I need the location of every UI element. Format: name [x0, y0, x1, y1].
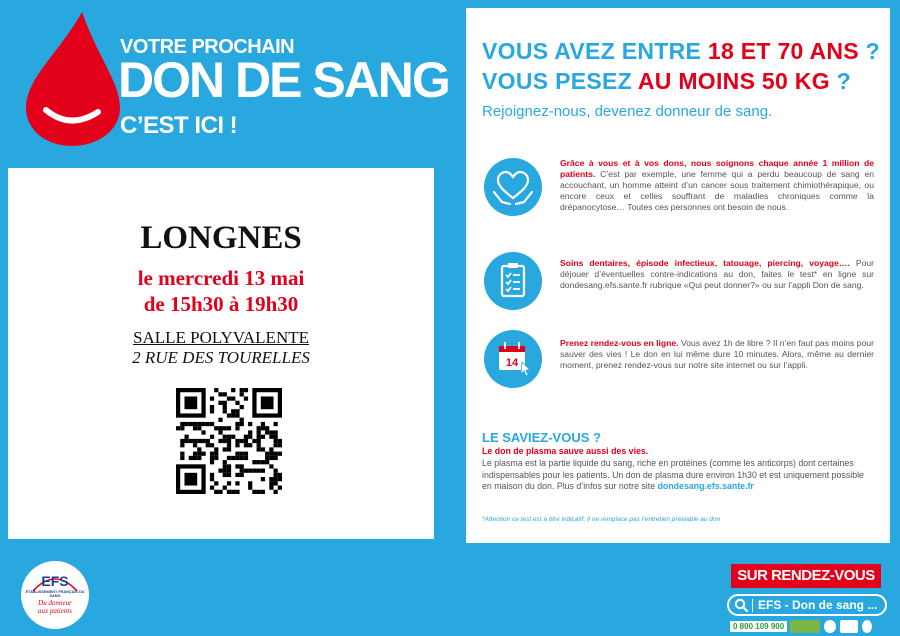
qr-module — [274, 481, 278, 485]
qr-module — [227, 443, 231, 447]
qr-module — [248, 435, 252, 439]
event-date: le mercredi 13 mai — [137, 266, 305, 290]
qr-module — [223, 486, 227, 490]
qr-module — [193, 443, 197, 447]
qr-module — [269, 481, 273, 485]
age-question-prefix: VOUS AVEZ ENTRE — [482, 38, 708, 64]
qr-module — [240, 452, 244, 456]
qr-module — [218, 490, 222, 494]
header-title: DON DE SANG — [118, 52, 449, 108]
qr-module — [265, 460, 269, 464]
qr-module — [235, 473, 239, 477]
qr-module — [176, 426, 180, 430]
weight-question — [482, 68, 851, 95]
qr-module — [235, 426, 239, 430]
qr-module — [244, 443, 248, 447]
qr-module — [180, 426, 184, 430]
qr-module — [261, 447, 265, 451]
qr-module — [235, 481, 239, 485]
qr-module — [269, 486, 273, 490]
qr-module — [227, 439, 231, 443]
qr-module — [218, 439, 222, 443]
qr-module — [235, 456, 239, 460]
search-icon — [734, 598, 748, 612]
qr-module — [274, 435, 278, 439]
qr-module — [269, 447, 273, 451]
qr-module — [240, 418, 244, 422]
qr-module — [210, 473, 214, 477]
qr-module — [248, 430, 252, 434]
qr-module — [278, 473, 282, 477]
qr-module — [201, 452, 205, 456]
qr-module — [231, 409, 235, 413]
qr-module — [235, 439, 239, 443]
qr-module — [235, 401, 239, 405]
weight-question-prefix: VOUS PESEZ — [482, 68, 638, 94]
qr-module — [252, 490, 256, 494]
weight-minimum: AU MOINS 50 KG — [637, 68, 830, 94]
qr-module — [223, 426, 227, 430]
efs-slogan-line1: Du donneur — [38, 599, 72, 607]
qr-module — [278, 439, 282, 443]
qr-module — [257, 426, 261, 430]
qr-module — [197, 422, 201, 426]
qr-module — [210, 443, 214, 447]
qr-module — [231, 490, 235, 494]
checklist-icon — [484, 252, 542, 310]
qr-module — [240, 439, 244, 443]
qr-module — [269, 435, 273, 439]
qr-module — [223, 469, 227, 473]
qr-module — [240, 464, 244, 468]
qr-module — [278, 443, 282, 447]
qr-module — [223, 405, 227, 409]
qr-module — [214, 490, 218, 494]
qr-module — [214, 456, 218, 460]
qr-module — [201, 422, 205, 426]
qr-module — [227, 396, 231, 400]
qr-module — [240, 473, 244, 477]
qr-module — [227, 435, 231, 439]
event-hours: de 15h30 à 19h30 — [143, 292, 299, 316]
qr-module — [244, 439, 248, 443]
qr-module — [223, 460, 227, 464]
qr-module — [210, 422, 214, 426]
qr-module — [261, 469, 265, 473]
efs-logo-name: EFS — [41, 573, 69, 589]
info-panel — [466, 8, 890, 543]
qr-module — [274, 422, 278, 426]
info-item-appointment-text: Vous avez 1h de libre ? Il n’en faut pas moins pour sauver des vies ! Le don en lui même dure 10 minutes. Alors, même au dernier moment, prenez rendez-vous sur notre site internet ou sur l’appli. — [560, 338, 874, 370]
info-item-eligibility — [560, 258, 874, 291]
qr-module — [265, 456, 269, 460]
qr-module — [231, 396, 235, 400]
qr-module — [193, 452, 197, 456]
header-line1: VOTRE PROCHAIN — [120, 36, 295, 58]
qr-module — [274, 473, 278, 477]
qr-module — [210, 435, 214, 439]
did-you-know-body — [482, 458, 874, 493]
age-range: 18 ET 70 ANS — [707, 38, 859, 64]
qr-module — [180, 422, 184, 426]
qr-module — [189, 456, 193, 460]
qr-module — [257, 430, 261, 434]
qr-module — [248, 481, 252, 485]
qr-module — [274, 443, 278, 447]
qr-module — [231, 435, 235, 439]
qr-module — [201, 439, 205, 443]
qr-module — [223, 435, 227, 439]
efs-slogan — [21, 599, 89, 615]
qr-module — [278, 477, 282, 481]
qr-module — [252, 439, 256, 443]
qr-module — [274, 430, 278, 434]
qr-module — [223, 439, 227, 443]
qr-module — [218, 430, 222, 434]
qr-module — [244, 396, 248, 400]
qr-module — [201, 430, 205, 434]
qr-module — [257, 435, 261, 439]
qr-module — [269, 452, 273, 456]
header-line3: C’EST ICI ! — [120, 112, 238, 139]
qr-module — [206, 439, 210, 443]
qr-module — [193, 422, 197, 426]
qr-module — [244, 388, 248, 392]
info-item-patients-lead: Grâce à vous et à vos dons, nous soignons chaque année 1 million de patients. — [560, 158, 874, 179]
qr-module — [257, 460, 261, 464]
qr-module — [265, 430, 269, 434]
qr-module — [227, 473, 231, 477]
qr-module — [184, 422, 188, 426]
qr-module — [214, 388, 218, 392]
calendar-icon — [484, 330, 542, 388]
qr-module — [248, 486, 252, 490]
info-item-patients — [560, 158, 874, 213]
qr-module — [197, 426, 201, 430]
qr-module — [240, 405, 244, 409]
heart-hands-icon — [484, 158, 542, 216]
qr-module — [180, 452, 184, 456]
qr-module — [265, 452, 269, 456]
qr-module — [180, 439, 184, 443]
qr-module — [184, 439, 188, 443]
qr-module — [223, 447, 227, 451]
qr-module — [210, 456, 214, 460]
qr-module — [223, 409, 227, 413]
qr-module — [210, 409, 214, 413]
info-item-appointment — [560, 338, 874, 371]
qr-module — [231, 456, 235, 460]
efs-logo-fullname: ÉTABLISSEMENT FRANÇAIS DU SANG — [25, 590, 85, 598]
qr-module — [274, 477, 278, 481]
qr-module — [269, 456, 273, 460]
qr-module — [235, 452, 239, 456]
qr-module — [210, 460, 214, 464]
qr-module — [235, 464, 239, 468]
qr-module — [248, 469, 252, 473]
qr-module — [248, 422, 252, 426]
did-you-know-subtitle: Le don de plasma sauve aussi des vies. — [482, 446, 649, 456]
qr-module — [206, 422, 210, 426]
info-item-eligibility-lead: Soins dentaires, épisode infectieux, tatouage, piercing, voyage…. — [560, 258, 850, 268]
qr-module — [227, 426, 231, 430]
qr-module — [240, 422, 244, 426]
qr-code[interactable] — [176, 388, 282, 494]
qr-module — [180, 456, 184, 460]
join-text: Rejoignez-nous, devenez donneur de sang. — [482, 103, 773, 120]
qr-module — [184, 435, 188, 439]
qr-module — [240, 469, 244, 473]
qr-module — [214, 452, 218, 456]
qr-module — [261, 490, 265, 494]
search-text: EFS - Don de sang ... — [758, 598, 878, 612]
qr-module — [218, 401, 222, 405]
footnote: *Attention ce test est à titre indicatif, il ne remplace pas l’entretien préalable au don — [482, 516, 721, 523]
qr-module — [244, 435, 248, 439]
qr-module — [218, 426, 222, 430]
qr-module — [227, 413, 231, 417]
qr-module — [274, 456, 278, 460]
qr-module — [189, 422, 193, 426]
qr-module — [269, 477, 273, 481]
qr-module — [210, 452, 214, 456]
event-card — [8, 168, 434, 539]
qr-module — [269, 464, 273, 468]
event-venue-label: SALLE POLYVALENTE — [132, 328, 309, 347]
qr-module — [235, 443, 239, 447]
free-service-badge — [790, 620, 820, 633]
qr-module — [257, 447, 261, 451]
qr-module — [240, 392, 244, 396]
deaf-access-icon — [862, 620, 872, 633]
qr-module — [193, 426, 197, 430]
qr-module — [235, 422, 239, 426]
qr-module — [193, 456, 197, 460]
qr-module — [214, 447, 218, 451]
weight-question-suffix: ? — [829, 68, 851, 94]
search-divider — [752, 599, 753, 612]
qr-module — [274, 469, 278, 473]
qr-module — [218, 418, 222, 422]
qr-module — [231, 413, 235, 417]
qr-module — [274, 452, 278, 456]
calendar-day: 14 — [505, 357, 519, 369]
event-venue — [8, 328, 434, 348]
event-street: 2 RUE DES TOURELLES — [132, 348, 310, 367]
qr-module — [210, 486, 214, 490]
qr-module — [223, 401, 227, 405]
qr-module — [180, 443, 184, 447]
qr-module — [223, 464, 227, 468]
qr-module — [261, 460, 265, 464]
qr-module — [206, 443, 210, 447]
qr-module — [257, 490, 261, 494]
qr-module — [244, 452, 248, 456]
qr-module — [210, 396, 214, 400]
qr-module — [193, 439, 197, 443]
qr-module — [257, 443, 261, 447]
qr-module — [278, 486, 282, 490]
qr-module — [261, 422, 265, 426]
phone-number[interactable]: 0 800 109 900 — [730, 621, 787, 632]
efs-logo — [21, 561, 89, 629]
qr-module — [231, 388, 235, 392]
qr-module — [244, 469, 248, 473]
partner-badge — [840, 620, 858, 633]
qr-module — [197, 452, 201, 456]
qr-module — [257, 469, 261, 473]
qr-module — [244, 456, 248, 460]
qr-module — [218, 469, 222, 473]
qr-module — [278, 452, 282, 456]
qr-module — [261, 435, 265, 439]
qr-module — [261, 426, 265, 430]
event-town: LONGNES — [140, 220, 302, 256]
info-item-eligibility-text: Pour déjouer d’éventuelles contre-indications au don, faites le test* en ligne sur dondesang.efs.sante.fr rubrique «Qui peut donner?» ou sur l’appli Don de sang. — [560, 258, 874, 290]
qr-module — [235, 413, 239, 417]
qr-module — [223, 392, 227, 396]
qr-module — [214, 481, 218, 485]
blood-drop-icon — [20, 12, 124, 146]
qr-module — [240, 388, 244, 392]
qr-module — [189, 439, 193, 443]
qr-module — [261, 477, 265, 481]
info-item-patients-text: C’est par exemple, une femme qui a perdu beaucoup de sang en accouchant, un homme atteint d’un cancer sous traitement chimiothérapique, ou encore ceux et celles souffrant de maladies chroniques comme la drépanocytose… Toutes ces personnes ont besoin de nous. — [560, 169, 874, 212]
qr-module — [227, 464, 231, 468]
qr-module — [227, 481, 231, 485]
appointment-banner: SUR RENDEZ-VOUS — [731, 564, 881, 588]
qr-module — [197, 439, 201, 443]
qr-module — [227, 490, 231, 494]
website-link[interactable]: dondesang.efs.sante.fr — [657, 481, 754, 491]
qr-module — [248, 443, 252, 447]
search-bar[interactable] — [727, 594, 887, 616]
qr-module — [252, 460, 256, 464]
qr-module — [265, 426, 269, 430]
qr-module — [235, 409, 239, 413]
age-question — [482, 38, 880, 65]
qr-module — [227, 456, 231, 460]
qr-module — [274, 439, 278, 443]
qr-module — [197, 456, 201, 460]
info-item-appointment-lead: Prenez rendez-vous en ligne. — [560, 338, 679, 348]
qr-module — [227, 469, 231, 473]
qr-module — [274, 490, 278, 494]
qr-module — [235, 490, 239, 494]
qr-module — [218, 392, 222, 396]
qr-module — [197, 447, 201, 451]
did-you-know-title: LE SAVIEZ-VOUS ? — [482, 430, 601, 445]
qr-module — [227, 447, 231, 451]
qr-module — [210, 405, 214, 409]
qr-module — [240, 456, 244, 460]
qr-module — [210, 477, 214, 481]
age-question-suffix: ? — [858, 38, 880, 64]
qr-module — [252, 469, 256, 473]
qr-module — [214, 426, 218, 430]
accessibility-icon — [824, 620, 836, 633]
qr-module — [269, 430, 273, 434]
qr-module — [223, 473, 227, 477]
efs-slogan-line2: aux patients — [37, 607, 73, 615]
qr-module — [257, 439, 261, 443]
did-you-know-text: Le plasma est la partie liquide du sang, riche en protéines (comme les anticorps) dont certaines indispensables pour les patients. Un don de plasma dure environ 1h30 et est uniquement possible en maison du don. Plus d’infos sur notre site — [482, 458, 864, 491]
